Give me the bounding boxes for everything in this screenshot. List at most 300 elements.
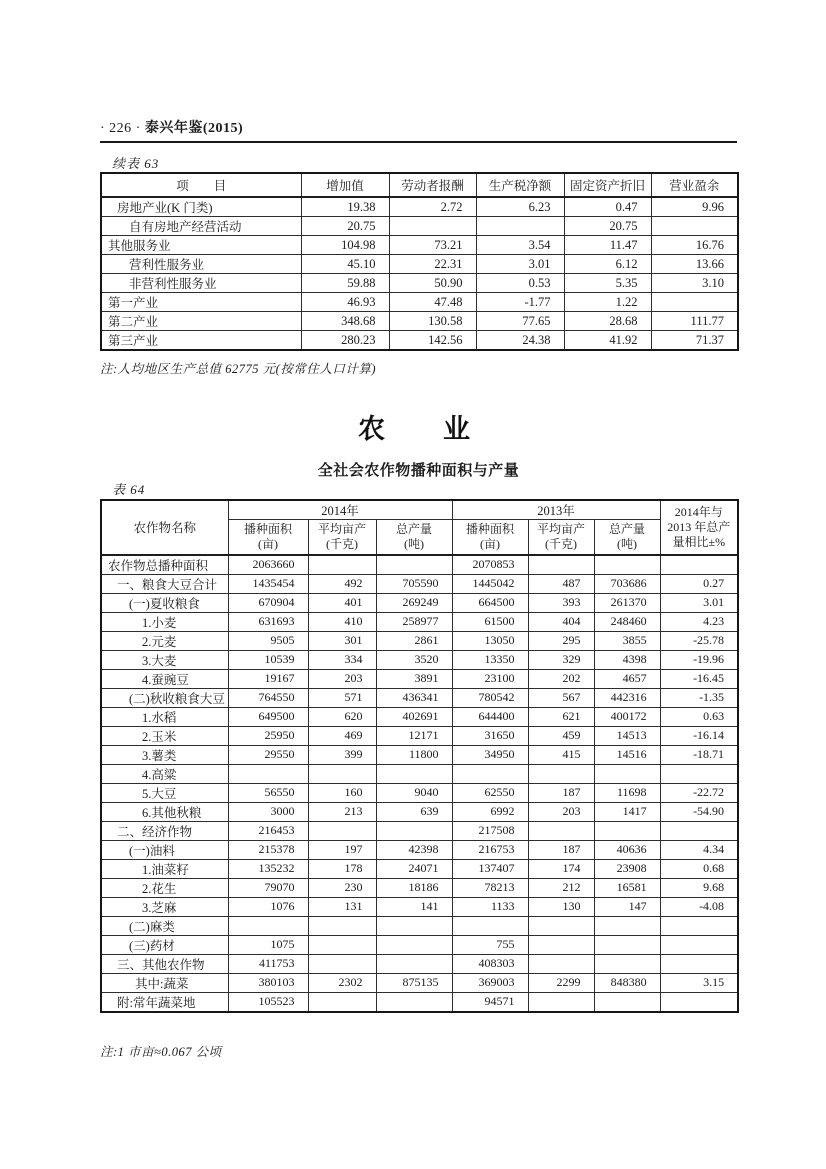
cell-value: 261370 xyxy=(594,593,660,612)
cell-value: 18186 xyxy=(376,878,452,897)
cell-value: 644400 xyxy=(452,707,528,726)
table64-label: 表 64 xyxy=(112,482,146,497)
cell-value: 269249 xyxy=(376,593,452,612)
cell-value xyxy=(651,293,738,312)
cell-value: 40636 xyxy=(594,840,660,859)
row-label: 3.大麦 xyxy=(101,650,228,669)
row-label: 2.花生 xyxy=(101,878,228,897)
cell-value: 258977 xyxy=(376,612,452,631)
col-group-2013: 2013年 xyxy=(452,500,660,520)
col-header-sown-area-2014 xyxy=(228,520,308,555)
cell-value xyxy=(308,916,376,935)
crop-area-yield-table xyxy=(100,499,739,1013)
change-header-line: 2013 年总产 xyxy=(667,519,731,534)
subheader-line: 播种面积 xyxy=(243,521,292,536)
cell-value: 130 xyxy=(528,897,594,916)
cell-value: 3.01 xyxy=(660,593,738,612)
cell-value xyxy=(528,821,594,840)
cell-value: 77.65 xyxy=(476,312,564,331)
cell-value: 9505 xyxy=(228,631,308,650)
col-header-crop-name: 农作物名称 xyxy=(101,500,228,555)
cell-value: 216453 xyxy=(228,821,308,840)
cell-value: 401 xyxy=(308,593,376,612)
row-label: 1.小麦 xyxy=(101,612,228,631)
cell-value: 3.01 xyxy=(476,255,564,274)
cell-value: 11698 xyxy=(594,783,660,802)
cell-value: 469 xyxy=(308,726,376,745)
cell-value xyxy=(594,935,660,954)
cell-value: 111.77 xyxy=(651,312,738,331)
cell-value: 5.35 xyxy=(564,274,651,293)
cell-value xyxy=(376,935,452,954)
table63-body xyxy=(101,197,738,350)
table64-header xyxy=(101,500,738,555)
cell-value: 79070 xyxy=(228,878,308,897)
table-row xyxy=(101,669,738,688)
row-label: 第三产业 xyxy=(101,331,301,351)
cell-value: 703686 xyxy=(594,574,660,593)
col-header-yield-per-mu-2013 xyxy=(528,520,594,555)
cell-value: 46.93 xyxy=(301,293,389,312)
subheader-unit: (亩) xyxy=(480,536,501,551)
cell-value: 215378 xyxy=(228,840,308,859)
cell-value xyxy=(594,954,660,973)
cell-value: 59.88 xyxy=(301,274,389,293)
cell-value: 459 xyxy=(528,726,594,745)
cell-value: 41.92 xyxy=(564,331,651,351)
cell-value: 248460 xyxy=(594,612,660,631)
row-label: 营利性服务业 xyxy=(101,255,301,274)
table64-body xyxy=(101,555,738,1012)
row-label: 第一产业 xyxy=(101,293,301,312)
cell-value: 22.31 xyxy=(389,255,476,274)
cell-value: 0.47 xyxy=(564,197,651,217)
cell-value: 131 xyxy=(308,897,376,916)
cell-value: 31650 xyxy=(452,726,528,745)
table-row xyxy=(101,859,738,878)
subheader-unit: (吨) xyxy=(404,536,425,551)
table64-footnote: 注:1 市亩≈0.067 公顷 xyxy=(100,1045,222,1059)
cell-value: 3891 xyxy=(376,669,452,688)
cell-value: 280.23 xyxy=(301,331,389,351)
subheader-unit: (千克) xyxy=(545,536,578,551)
row-label: (二)秋收粮食大豆 xyxy=(101,688,228,707)
cell-value: 620 xyxy=(308,707,376,726)
row-label: 2.玉米 xyxy=(101,726,228,745)
table64-title: 全社会农作物播种面积与产量 xyxy=(317,463,520,479)
table-row xyxy=(101,312,738,331)
industry-accounts-table xyxy=(100,172,739,351)
col-header-added-value: 增加值 xyxy=(301,173,389,197)
cell-value xyxy=(528,935,594,954)
cell-value: 24071 xyxy=(376,859,452,878)
row-label: 第二产业 xyxy=(101,312,301,331)
cell-value: 3.10 xyxy=(651,274,738,293)
cell-value: 3000 xyxy=(228,802,308,821)
row-label: (二)麻类 xyxy=(101,916,228,935)
cell-value: 135232 xyxy=(228,859,308,878)
cell-value: 1435454 xyxy=(228,574,308,593)
subheader-line: 总产量 xyxy=(609,521,646,536)
cell-value: 16.76 xyxy=(651,236,738,255)
cell-value: 187 xyxy=(528,840,594,859)
cell-value xyxy=(228,916,308,935)
cell-value: 670904 xyxy=(228,593,308,612)
cell-value xyxy=(594,764,660,783)
cell-value xyxy=(594,992,660,1012)
book-title: 泰兴年鉴(2015) xyxy=(144,121,244,136)
cell-value: 348.68 xyxy=(301,312,389,331)
cell-value: 571 xyxy=(308,688,376,707)
cell-value: 104.98 xyxy=(301,236,389,255)
cell-value: 212 xyxy=(528,878,594,897)
cell-value xyxy=(594,821,660,840)
cell-value: 13.66 xyxy=(651,255,738,274)
change-header-line: 量相比±% xyxy=(672,534,726,549)
cell-value: 399 xyxy=(308,745,376,764)
change-header-line: 2014年与 xyxy=(674,504,723,519)
cell-value: 705590 xyxy=(376,574,452,593)
cell-value: 202 xyxy=(528,669,594,688)
cell-value: 3520 xyxy=(376,650,452,669)
cell-value: -18.71 xyxy=(660,745,738,764)
cell-value: 78213 xyxy=(452,878,528,897)
cell-value: 0.68 xyxy=(660,859,738,878)
cell-value: 4.34 xyxy=(660,840,738,859)
col-header-sown-area-2013 xyxy=(452,520,528,555)
subheader-line: 平均亩产 xyxy=(317,521,366,536)
cell-value xyxy=(452,916,528,935)
row-label: 其他服务业 xyxy=(101,236,301,255)
cell-value: 442316 xyxy=(594,688,660,707)
cell-value: 29550 xyxy=(228,745,308,764)
col-header-net-tax: 生产税净额 xyxy=(476,173,564,197)
cell-value xyxy=(452,764,528,783)
table-row xyxy=(101,802,738,821)
cell-value: 56550 xyxy=(228,783,308,802)
col-header-item: 项 目 xyxy=(101,173,301,197)
cell-value: 24.38 xyxy=(476,331,564,351)
table-row xyxy=(101,255,738,274)
cell-value xyxy=(376,916,452,935)
table-row xyxy=(101,821,738,840)
cell-value: -22.72 xyxy=(660,783,738,802)
cell-value: 23908 xyxy=(594,859,660,878)
row-label: (一)油料 xyxy=(101,840,228,859)
section-banner-agriculture xyxy=(100,403,728,450)
cell-value: 402691 xyxy=(376,707,452,726)
cell-value: 9040 xyxy=(376,783,452,802)
cell-value xyxy=(660,916,738,935)
table-row xyxy=(101,274,738,293)
cell-value xyxy=(660,555,738,575)
cell-value xyxy=(594,555,660,575)
cell-value: 3855 xyxy=(594,631,660,650)
cell-value xyxy=(660,954,738,973)
cell-value: 11.47 xyxy=(564,236,651,255)
cell-value xyxy=(389,217,476,236)
table-row xyxy=(101,631,738,650)
table-row xyxy=(101,217,738,236)
cell-value: 73.21 xyxy=(389,236,476,255)
subheader-line: 平均亩产 xyxy=(537,521,586,536)
cell-value: 13350 xyxy=(452,650,528,669)
cell-value: 764550 xyxy=(228,688,308,707)
table-row xyxy=(101,764,738,783)
row-label: 3.薯类 xyxy=(101,745,228,764)
table-row xyxy=(101,293,738,312)
cell-value: 3.54 xyxy=(476,236,564,255)
cell-value xyxy=(376,821,452,840)
table-row xyxy=(101,745,738,764)
cell-value: 0.27 xyxy=(660,574,738,593)
cell-value: 295 xyxy=(528,631,594,650)
cell-value: 147 xyxy=(594,897,660,916)
cell-value: 1.22 xyxy=(564,293,651,312)
cell-value: -1.35 xyxy=(660,688,738,707)
cell-value xyxy=(228,764,308,783)
cell-value: 71.37 xyxy=(651,331,738,351)
cell-value xyxy=(376,992,452,1012)
row-label: 二、经济作物 xyxy=(101,821,228,840)
cell-value: -1.77 xyxy=(476,293,564,312)
table-row xyxy=(101,935,738,954)
cell-value: 6.12 xyxy=(564,255,651,274)
cell-value: 0.53 xyxy=(476,274,564,293)
col-header-depreciation: 固定资产折旧 xyxy=(564,173,651,197)
page-number: · 226 · xyxy=(100,121,141,136)
table-row xyxy=(101,840,738,859)
cell-value: 1417 xyxy=(594,802,660,821)
cell-value: -16.14 xyxy=(660,726,738,745)
cell-value: 10539 xyxy=(228,650,308,669)
cell-value: 631693 xyxy=(228,612,308,631)
cell-value xyxy=(528,916,594,935)
subheader-line: 总产量 xyxy=(396,521,433,536)
cell-value: 393 xyxy=(528,593,594,612)
table63-footnote: 注:人均地区生产总值 62775 元(按常住人口计算) xyxy=(100,362,376,376)
col-header-labor-pay: 劳动者报酬 xyxy=(389,173,476,197)
cell-value: 2.72 xyxy=(389,197,476,217)
cell-value: 639 xyxy=(376,802,452,821)
cell-value: 415 xyxy=(528,745,594,764)
row-label: 6.其他秋粮 xyxy=(101,802,228,821)
cell-value xyxy=(308,821,376,840)
cell-value: 14516 xyxy=(594,745,660,764)
cell-value: 755 xyxy=(452,935,528,954)
cell-value xyxy=(651,217,738,236)
table-row xyxy=(101,707,738,726)
cell-value: 20.75 xyxy=(564,217,651,236)
table-row xyxy=(101,612,738,631)
subheader-unit: (吨) xyxy=(617,536,638,551)
cell-value xyxy=(376,954,452,973)
table-row xyxy=(101,726,738,745)
row-label: 4.蚕豌豆 xyxy=(101,669,228,688)
cell-value: 2302 xyxy=(308,973,376,992)
row-label: 一、粮食大豆合计 xyxy=(101,574,228,593)
cell-value: 329 xyxy=(528,650,594,669)
row-label: 1.油菜籽 xyxy=(101,859,228,878)
cell-value xyxy=(660,821,738,840)
table-row xyxy=(101,555,738,575)
row-label: 5.大豆 xyxy=(101,783,228,802)
table-row xyxy=(101,197,738,217)
cell-value xyxy=(308,992,376,1012)
cell-value: 50.90 xyxy=(389,274,476,293)
cell-value: 875135 xyxy=(376,973,452,992)
cell-value: 1133 xyxy=(452,897,528,916)
table-row xyxy=(101,973,738,992)
cell-value: 14513 xyxy=(594,726,660,745)
cell-value xyxy=(308,555,376,575)
cell-value xyxy=(660,992,738,1012)
col-header-yield-per-mu-2014 xyxy=(308,520,376,555)
table-row xyxy=(101,954,738,973)
cell-value: 62550 xyxy=(452,783,528,802)
cell-value xyxy=(528,555,594,575)
row-label: 房地产业(K 门类) xyxy=(101,197,301,217)
cell-value: 137407 xyxy=(452,859,528,878)
cell-value: 61500 xyxy=(452,612,528,631)
row-label: 农作物总播种面积 xyxy=(101,555,228,575)
col-header-total-output-2013 xyxy=(594,520,660,555)
cell-value: 9.96 xyxy=(651,197,738,217)
cell-value: 649500 xyxy=(228,707,308,726)
subheader-unit: (亩) xyxy=(258,536,278,551)
cell-value xyxy=(376,555,452,575)
cell-value: 410 xyxy=(308,612,376,631)
table-row xyxy=(101,992,738,1012)
cell-value: 160 xyxy=(308,783,376,802)
page-header xyxy=(100,117,243,137)
table-row xyxy=(101,688,738,707)
cell-value: 2070853 xyxy=(452,555,528,575)
cell-value xyxy=(308,935,376,954)
cell-value: 28.68 xyxy=(564,312,651,331)
cell-value: 400172 xyxy=(594,707,660,726)
table-row xyxy=(101,783,738,802)
cell-value: 1445042 xyxy=(452,574,528,593)
cell-value xyxy=(476,217,564,236)
row-label: (三)药材 xyxy=(101,935,228,954)
cell-value: 664500 xyxy=(452,593,528,612)
cell-value: 4657 xyxy=(594,669,660,688)
cell-value: 4.23 xyxy=(660,612,738,631)
header-rule xyxy=(100,141,737,143)
cell-value: 1075 xyxy=(228,935,308,954)
cell-value xyxy=(528,764,594,783)
banner-char: 农 xyxy=(358,414,385,444)
cell-value: 20.75 xyxy=(301,217,389,236)
table-row xyxy=(101,593,738,612)
cell-value: 2861 xyxy=(376,631,452,650)
cell-value: 217508 xyxy=(452,821,528,840)
cell-value xyxy=(528,992,594,1012)
cell-value xyxy=(660,764,738,783)
cell-value: 1076 xyxy=(228,897,308,916)
row-label: 附:常年蔬菜地 xyxy=(101,992,228,1012)
cell-value: 2299 xyxy=(528,973,594,992)
row-label: (一)夏收粮食 xyxy=(101,593,228,612)
cell-value: -16.45 xyxy=(660,669,738,688)
row-label: 其中:蔬菜 xyxy=(101,973,228,992)
row-label: 1.水稻 xyxy=(101,707,228,726)
cell-value: 34950 xyxy=(452,745,528,764)
banner-char: 业 xyxy=(443,414,470,444)
cell-value: 492 xyxy=(308,574,376,593)
cell-value: 187 xyxy=(528,783,594,802)
cell-value xyxy=(308,764,376,783)
cell-value: 780542 xyxy=(452,688,528,707)
table-row xyxy=(101,574,738,593)
cell-value: 203 xyxy=(528,802,594,821)
cell-value: 47.48 xyxy=(389,293,476,312)
cell-value: 42398 xyxy=(376,840,452,859)
cell-value: 178 xyxy=(308,859,376,878)
cell-value: 411753 xyxy=(228,954,308,973)
col-group-2014: 2014年 xyxy=(228,500,452,520)
cell-value xyxy=(594,916,660,935)
cell-value: 369003 xyxy=(452,973,528,992)
cell-value: 301 xyxy=(308,631,376,650)
cell-value: 19.38 xyxy=(301,197,389,217)
cell-value: 11800 xyxy=(376,745,452,764)
cell-value xyxy=(528,954,594,973)
cell-value: 9.68 xyxy=(660,878,738,897)
cell-value: 408303 xyxy=(452,954,528,973)
cell-value: 3.15 xyxy=(660,973,738,992)
cell-value: -4.08 xyxy=(660,897,738,916)
cell-value: 45.10 xyxy=(301,255,389,274)
cell-value: 4398 xyxy=(594,650,660,669)
cell-value: 213 xyxy=(308,802,376,821)
cell-value: 404 xyxy=(528,612,594,631)
cell-value: 174 xyxy=(528,859,594,878)
cell-value: 94571 xyxy=(452,992,528,1012)
cell-value: 567 xyxy=(528,688,594,707)
row-label: 4.高粱 xyxy=(101,764,228,783)
cell-value xyxy=(376,764,452,783)
table-row xyxy=(101,331,738,351)
cell-value: 142.56 xyxy=(389,331,476,351)
cell-value: -25.78 xyxy=(660,631,738,650)
table63-label: 续表 63 xyxy=(112,156,160,171)
cell-value: 6.23 xyxy=(476,197,564,217)
cell-value: 230 xyxy=(308,878,376,897)
col-header-change-pct xyxy=(660,500,738,555)
row-label: 3.芝麻 xyxy=(101,897,228,916)
table-row xyxy=(101,897,738,916)
cell-value: 16581 xyxy=(594,878,660,897)
cell-value: 380103 xyxy=(228,973,308,992)
cell-value: 2063660 xyxy=(228,555,308,575)
table-row xyxy=(101,878,738,897)
cell-value xyxy=(660,935,738,954)
cell-value: -19.96 xyxy=(660,650,738,669)
cell-value: 334 xyxy=(308,650,376,669)
table63-header xyxy=(101,173,738,197)
cell-value: 621 xyxy=(528,707,594,726)
row-label: 2.元麦 xyxy=(101,631,228,650)
cell-value: 12171 xyxy=(376,726,452,745)
cell-value: 0.63 xyxy=(660,707,738,726)
cell-value: 848380 xyxy=(594,973,660,992)
cell-value: 6992 xyxy=(452,802,528,821)
row-label: 自有房地产经营活动 xyxy=(101,217,301,236)
cell-value: 23100 xyxy=(452,669,528,688)
subheader-line: 播种面积 xyxy=(466,521,515,536)
